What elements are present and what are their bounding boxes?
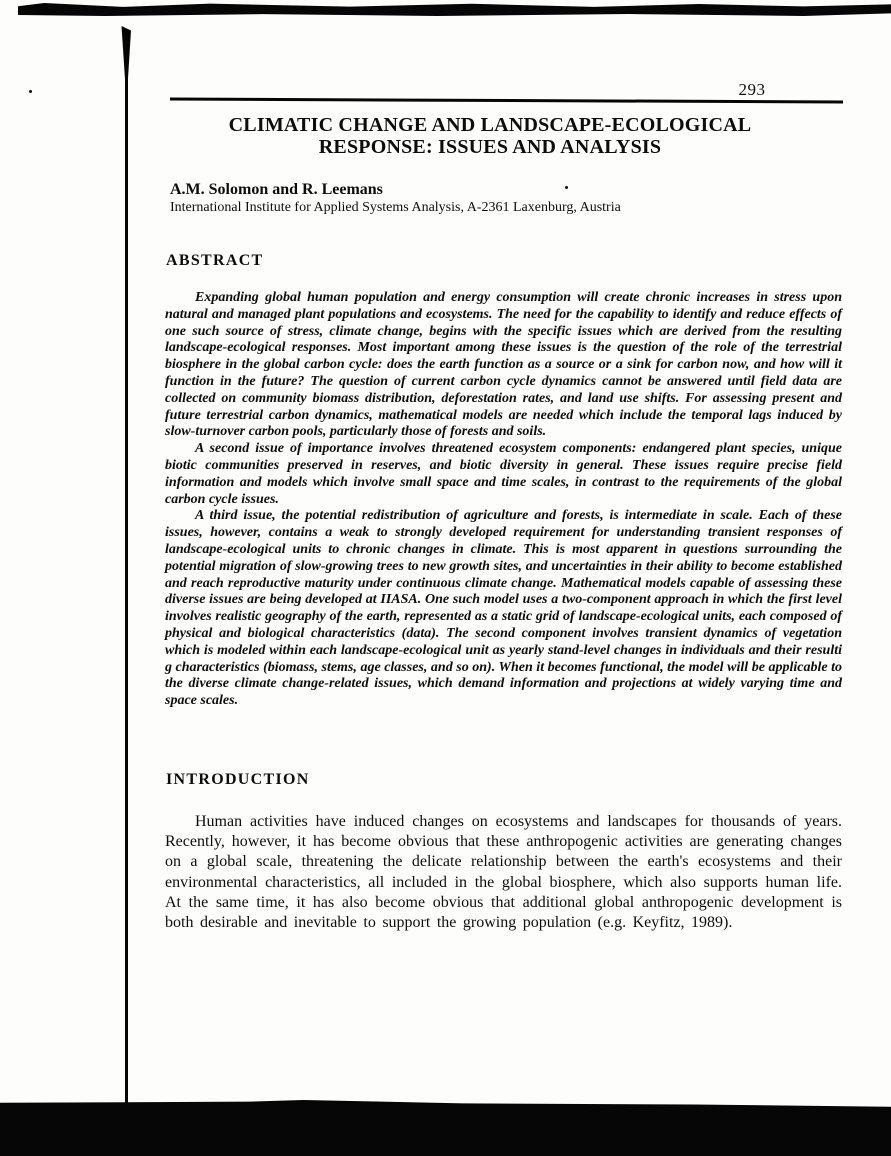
byline (170, 180, 830, 216)
introduction-body (165, 812, 842, 933)
abstract-paragraph-3: A third issue, the potential redistribution of agriculture and forests, is intermediate in scale. Each of these issues, however, contains a weak to strongly developed requirement for understanding transient responses of landscape-ecological units to chronic changes in climate. This is most apparent in questions surrounding the potential migration of slow-growing trees to new growth sites, and uncertainties in their ability to become established and reach reproductive maturity under continuous climate change. Mathematical models capable of assessing these diverse issues are being developed at IIASA. One such model uses a two-component approach in which the first level involves realistic geography of the earth, represented as a static grid of landscape-ecological units, each composed of physical and biological characteristics (data). The second component involves transient dynamics of vegetation which is modeled within each landscape-ecological unit as yearly stand-level changes in individuals and their resulti g characteristics (biomass, stems, age classes, and so on). When it becomes functional, the model will be applicable to the diverse climate change-related issues, which demand information and projections at widely varying time and space scales. (165, 508, 842, 709)
article-title (170, 114, 810, 158)
authors: A.M. Solomon and R. Leemans (170, 181, 383, 198)
abstract-paragraph-2: A second issue of importance involves threatened ecosystem components: endangered plant species, unique biotic communities preserved in reserves, and biotic diversity in general. These issues require precise field information and models which involve small space and time scales, in contrast to the requirements of the global carbon cycle issues. (165, 441, 842, 507)
introduction-paragraph-1: Human activities have induced changes on ecosystems and landscapes for thousands of years. Recently, however, it has become obvious that these anthropogenic activities are generating changes on a global scale, threatening the delicate relationship between the earth's ecosystems and their environmental characteristics, all included in the global biosphere, which also supports human life. At the same time, it has also become obvious that additional global anthropogenic development is both desirable and inevitable to support the growing population (e.g. Keyfitz, 1989). (165, 813, 842, 932)
scan-artifact-bottom-edge (0, 1100, 891, 1156)
scan-artifact-binding-line (125, 70, 128, 1105)
scan-speck (29, 90, 32, 93)
article-title-line2: RESPONSE: ISSUES AND ANALYSIS (318, 136, 662, 158)
article-title-line1: CLIMATIC CHANGE AND LANDSCAPE-ECOLOGICAL (228, 114, 752, 136)
abstract-body (165, 290, 842, 710)
abstract-paragraph-1: Expanding global human population and energy consumption will create chronic increases in stress upon natural and managed plant populations and ecosystems. The need for the capability to identify and reduce effects of one such source of stress, climate change, begins with the specific issues which are derived from the resulting landscape-ecological responses. Most important among these issues is the question of the role of the terrestrial biosphere in the global carbon cycle: does the earth function as a source or a sink for carbon now, and how will it function in the future? The question of current carbon cycle dynamics cannot be answered until field data are collected on community biomass distribution, deforestation rates, and land use shifts. For assessing present and future terrestrial carbon dynamics, mathematical models are needed which include the temporal lags induced by slow-turnover carbon pools, particularly those of forests and soils. (165, 290, 842, 440)
introduction-heading: INTRODUCTION (166, 771, 310, 788)
abstract-heading: ABSTRACT (166, 252, 264, 269)
page-number: 293 (738, 80, 766, 99)
scan-artifact-top-edge (18, 3, 891, 16)
affiliation: International Institute for Applied Systems Analysis, A-2361 Laxenburg, Austria (170, 200, 621, 215)
